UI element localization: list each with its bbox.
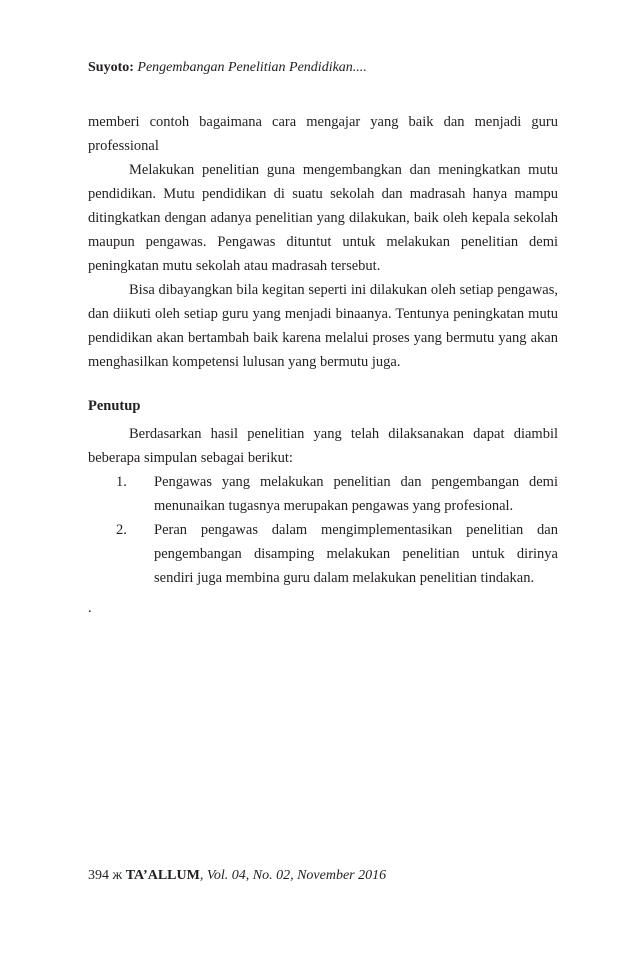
header-title: Pengembangan Penelitian Pendidikan.... xyxy=(137,60,367,75)
body-text xyxy=(88,110,558,620)
conclusion-list xyxy=(88,470,558,590)
paragraph: memberi contoh bagaimana cara mengajar yang baik dan menjadi guru professional xyxy=(88,114,558,154)
list-item-number: 2. xyxy=(116,522,127,538)
list-item xyxy=(88,470,558,518)
section-heading: Penutup xyxy=(88,398,141,414)
section-intro: Berdasarkan hasil penelitian yang telah dilaksanakan dapat diambil beberapa simpulan sebagai berikut: xyxy=(88,426,558,466)
paragraph: Bisa dibayangkan bila kegitan seperti ini dilakukan oleh setiap pengawas, dan diikuti oleh setiap guru yang menjadi binaanya. Tentunya peningkatan mutu pendidikan akan bertambah baik karena melalui proses yang bermutu yang akan menghasilkan kompetensi lulusan yang bermutu juga. xyxy=(88,282,558,370)
journal-name: TA’ALLUM xyxy=(125,868,200,883)
footer-separator: ж xyxy=(112,868,123,883)
page-number: 394 xyxy=(88,868,109,883)
list-item-number: 1. xyxy=(116,474,127,490)
header-author: Suyoto: xyxy=(88,60,134,75)
list-item xyxy=(88,518,558,590)
list-item-text: Peran pengawas dalam mengimplementasikan penelitian dan pengembangan disamping melakukan penelitian untuk dirinya sendiri juga membina guru dalam melakukan penelitian tindakan. xyxy=(154,522,558,586)
trailing-dot: . xyxy=(88,600,92,616)
page-footer xyxy=(88,866,386,886)
journal-issue: , Vol. 04, No. 02, November 2016 xyxy=(199,868,387,883)
running-head xyxy=(88,58,558,78)
list-item-text: Pengawas yang melakukan penelitian dan pengembangan demi menunaikan tugasnya merupakan pengawas yang profesional. xyxy=(154,474,558,514)
paragraph: Melakukan penelitian guna mengembangkan dan meningkatkan mutu pendidikan. Mutu pendidikan di suatu sekolah dan madrasah hanya mampu ditingkatkan dengan adanya penelitian yang dilakukan, baik oleh kepala sekolah maupun pengawas. Pengawas dituntut untuk melakukan penelitian demi peningkatan mutu sekolah atau madrasah tersebut. xyxy=(88,162,558,274)
